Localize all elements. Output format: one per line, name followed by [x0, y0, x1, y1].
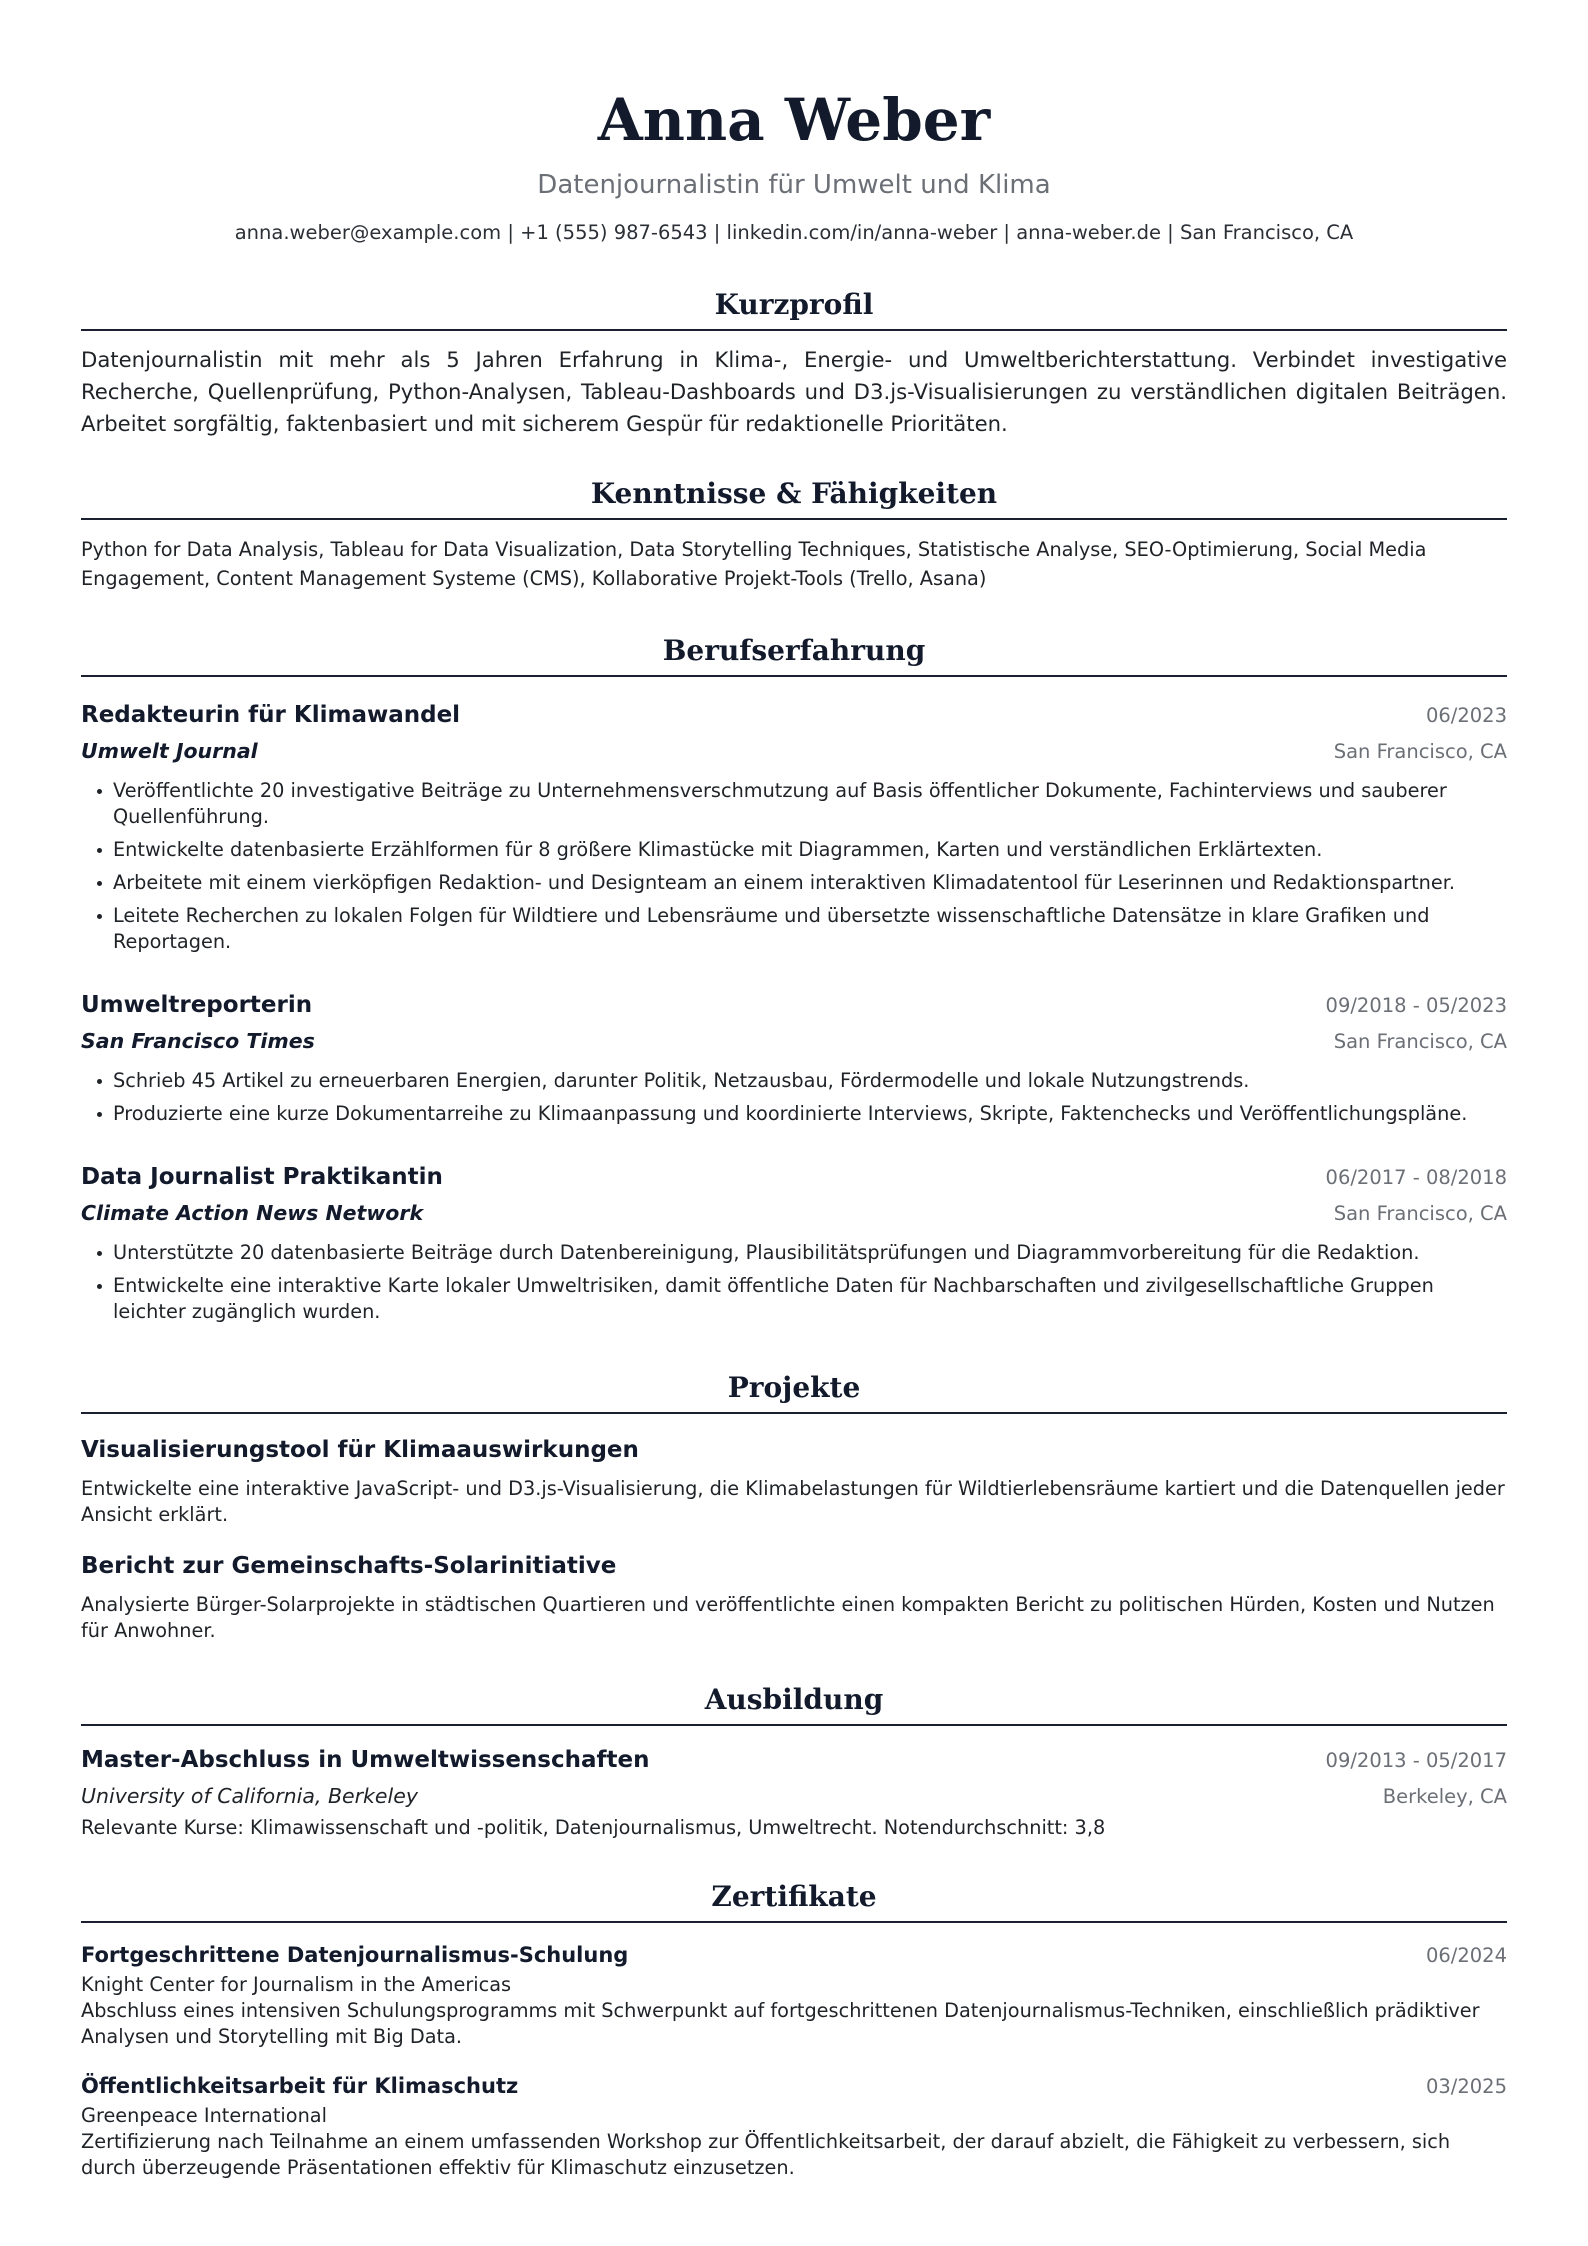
education-courses: Relevante Kurse: Klimawissenschaft und -politik, Datenjournalismus, Umweltrecht. Notendurchschnitt: 3,8 — [81, 1816, 1106, 1839]
certificate-entry — [81, 1941, 1507, 2050]
job-bullet: Entwickelte datenbasierte Erzählformen für 8 größere Klimastücke mit Diagrammen, Karten und verständlichen Erklärtexten. — [113, 837, 1507, 863]
project-title: Bericht zur Gemeinschafts-Solarinitiative — [81, 1553, 617, 1579]
section-title-skills: Kenntnisse & Fähigkeiten — [81, 476, 1507, 520]
certificate-date: 03/2025 — [1425, 2075, 1507, 2098]
job-bullet: Entwickelte eine interaktive Karte lokaler Umweltrisiken, damit öffentliche Daten für Nachbarschaften und zivilgesellschaftliche Gruppen leichter zugänglich wurden. — [113, 1273, 1507, 1325]
job-entry — [81, 989, 1507, 1127]
job-bullet: Schrieb 45 Artikel zu erneuerbaren Energien, darunter Politik, Netzausbau, Fördermodelle und lokale Nutzungstrends. — [113, 1068, 1507, 1094]
project-entry — [81, 1434, 1507, 1528]
job-company: Umwelt Journal — [81, 739, 258, 763]
job-location: San Francisco, CA — [1333, 740, 1507, 763]
section-title-profile: Kurzprofil — [81, 287, 1507, 331]
job-date: 09/2018 - 05/2023 — [1325, 994, 1507, 1017]
project-description: Entwickelte eine interaktive JavaScript- und D3.js-Visualisierung, die Klimabelastungen für Wildtierlebensräume kartiert und die Datenquellen jeder Ansicht erklärt. — [81, 1477, 1505, 1526]
candidate-name: Anna Weber — [597, 86, 991, 154]
certificate-title: Fortgeschrittene Datenjournalismus-Schulung — [81, 1943, 629, 1967]
project-description: Analysierte Bürger-Solarprojekte in städtischen Quartieren und veröffentlichte einen kompakten Bericht zu politischen Hürden, Kosten und Nutzen für Anwohner. — [81, 1593, 1495, 1642]
job-bullet: Unterstützte 20 datenbasierte Beiträge durch Datenbereinigung, Plausibilitätsprüfungen und Diagrammvorbereitung für die Redaktion. — [113, 1240, 1507, 1266]
resume-header — [81, 86, 1507, 247]
job-bullet: Veröffentlichte 20 investigative Beiträge zu Unternehmensverschmutzung auf Basis öffentlicher Dokumente, Fachinterviews und sauberer Quellenführung. — [113, 778, 1507, 830]
job-date: 06/2017 - 08/2018 — [1325, 1166, 1507, 1189]
job-entry — [81, 1161, 1507, 1325]
section-title-experience: Berufserfahrung — [81, 633, 1507, 677]
project-title: Visualisierungstool für Klimaauswirkungen — [81, 1437, 639, 1463]
job-title: Data Journalist Praktikantin — [81, 1164, 443, 1190]
job-bullets — [81, 1068, 1507, 1127]
candidate-headline: Datenjournalistin für Umwelt und Klima — [537, 170, 1051, 200]
education-location: Berkeley, CA — [1382, 1785, 1507, 1808]
job-bullet: Leitete Recherchen zu lokalen Folgen für Wildtiere und Lebensräume und übersetzte wissenschaftliche Datensätze in klare Grafiken und Reportagen. — [113, 903, 1507, 955]
job-company: San Francisco Times — [81, 1029, 315, 1053]
job-date: 06/2023 — [1425, 704, 1507, 727]
job-entry — [81, 699, 1507, 955]
section-title-education: Ausbildung — [81, 1682, 1507, 1726]
education-entry — [81, 1744, 1507, 1841]
certificate-description: Zertifizierung nach Teilnahme an einem umfassenden Workshop zur Öffentlichkeitsarbeit, der darauf abzielt, die Fähigkeit zu verbessern, sich durch überzeugende Präsentationen effektiv für Klimaschutz einzusetzen. — [81, 2130, 1451, 2179]
project-entry — [81, 1550, 1507, 1644]
skills-list: Python for Data Analysis, Tableau for Data Visualization, Data Storytelling Techniques, Statistische Analyse, SEO-Optimierung, Social Media Engagement, Content Management Systeme (CMS), Kollaborative Projekt-Tools (Trello, Asana) — [81, 538, 1427, 590]
job-bullets — [81, 1240, 1507, 1325]
section-title-certificates: Zertifikate — [81, 1879, 1507, 1923]
education-school: University of California, Berkeley — [81, 1784, 418, 1808]
profile-summary: Datenjournalistin mit mehr als 5 Jahren Erfahrung in Klima-, Energie- und Umweltberichterstattung. Verbindet investigative Recherche, Quellenprüfung, Python-Analysen, Tableau-Dashboards und D3.js-Visualisierungen zu verständlichen digitalen Beiträgen. Arbeitet sorgfältig, faktenbasiert und mit sicherem Gespür für redaktionelle Prioritäten. — [81, 347, 1507, 436]
job-company: Climate Action News Network — [81, 1201, 424, 1225]
certificate-issuer: Greenpeace International — [81, 2104, 327, 2127]
job-bullet: Arbeitete mit einem vierköpfigen Redaktion- und Designteam an einem interaktiven Klimadatentool für Leserinnen und Redaktionspartner. — [113, 870, 1507, 896]
job-title: Umweltreporterin — [81, 992, 313, 1018]
education-degree: Master-Abschluss in Umweltwissenschaften — [81, 1747, 650, 1773]
contact-line: anna.weber@example.com | +1 (555) 987-6543 | linkedin.com/in/anna-weber | anna-weber.de | San Francisco, CA — [234, 221, 1354, 244]
education-date: 09/2013 - 05/2017 — [1325, 1749, 1507, 1772]
certificate-title: Öffentlichkeitsarbeit für Klimaschutz — [81, 2074, 519, 2098]
certificate-entry — [81, 2072, 1507, 2181]
certificate-issuer: Knight Center for Journalism in the Americas — [81, 1973, 512, 1996]
certificate-date: 06/2024 — [1425, 1944, 1507, 1967]
section-title-projects: Projekte — [81, 1370, 1507, 1414]
job-bullet: Produzierte eine kurze Dokumentarreihe zu Klimaanpassung und koordinierte Interviews, Skripte, Faktenchecks und Veröffentlichungspläne. — [113, 1101, 1507, 1127]
certificate-description: Abschluss eines intensiven Schulungsprogramms mit Schwerpunkt auf fortgeschrittenen Datenjournalismus-Techniken, einschließlich prädiktiver Analysen und Storytelling mit Big Data. — [81, 1999, 1480, 2048]
job-location: San Francisco, CA — [1333, 1030, 1507, 1053]
job-bullets — [81, 778, 1507, 955]
job-location: San Francisco, CA — [1333, 1202, 1507, 1225]
job-title: Redakteurin für Klimawandel — [81, 702, 461, 728]
